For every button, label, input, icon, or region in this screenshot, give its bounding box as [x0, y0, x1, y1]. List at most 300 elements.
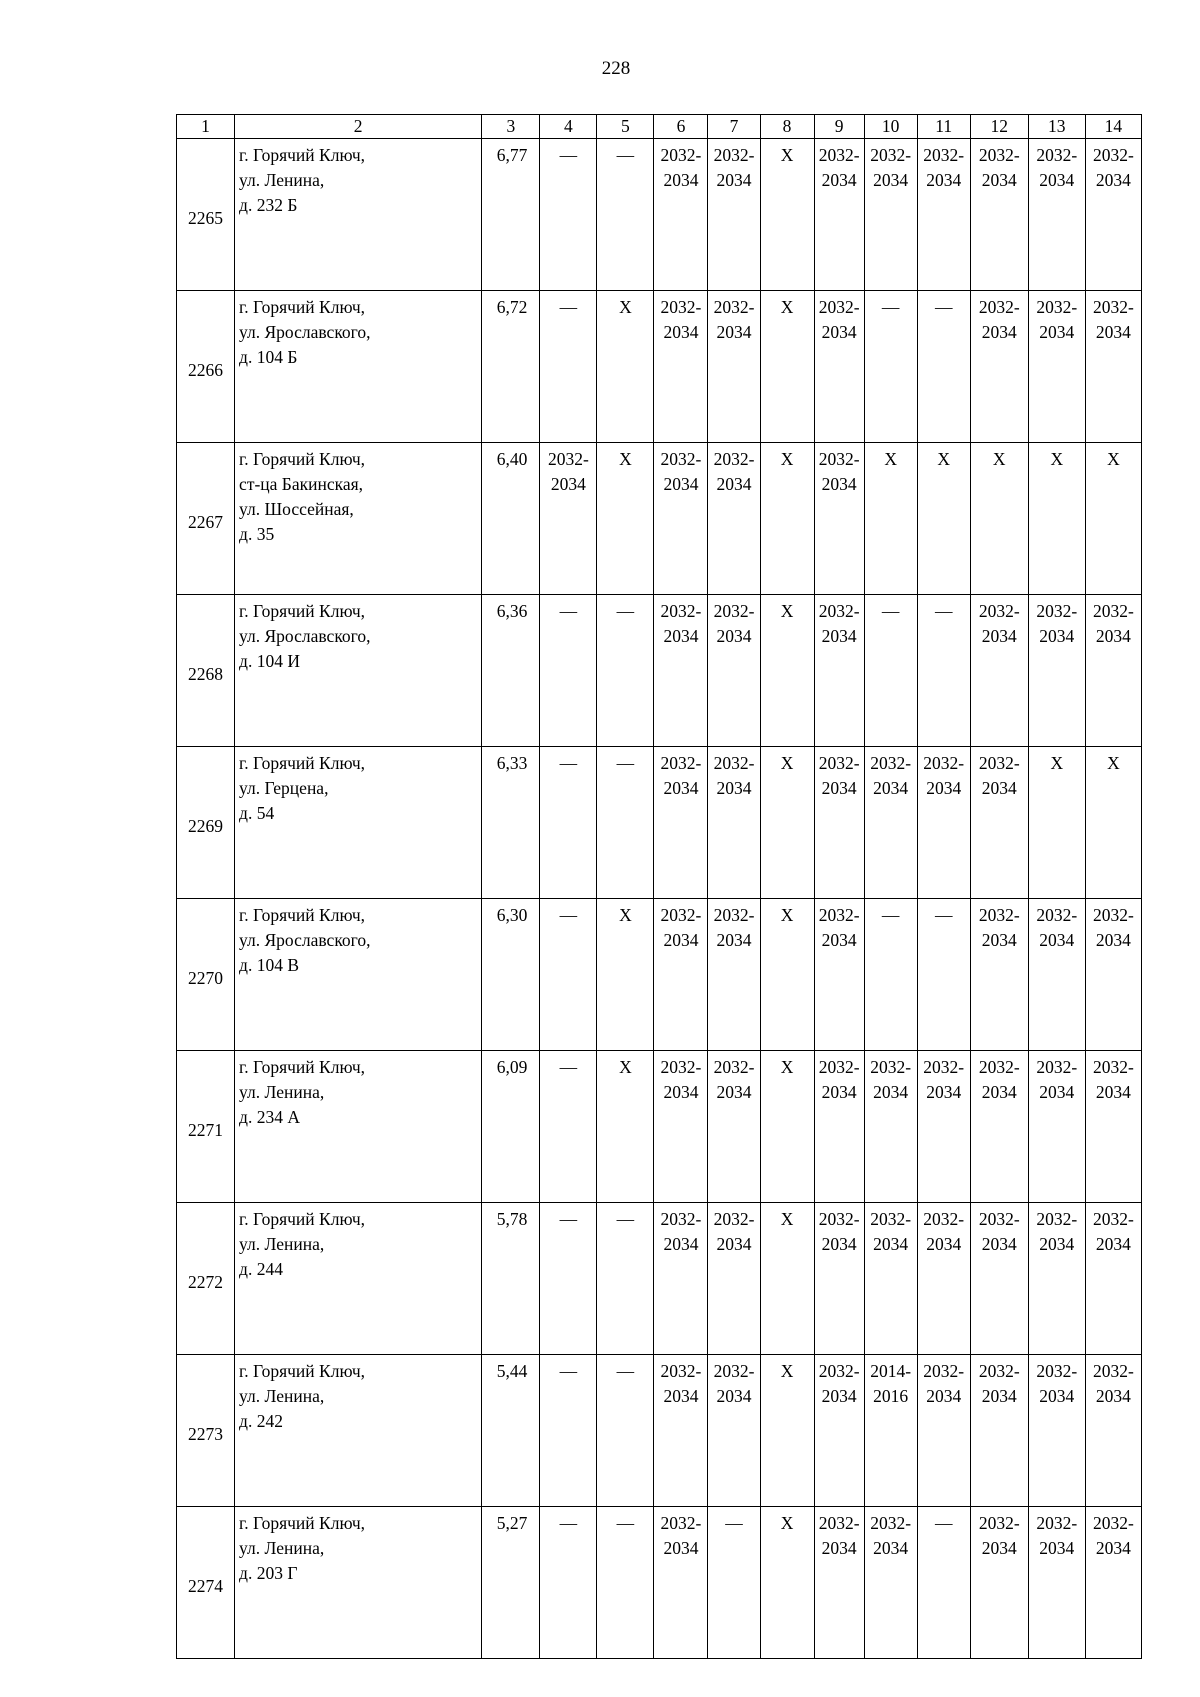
cell-text: 2032- 2034: [978, 297, 1020, 342]
table-row: [177, 1355, 1142, 1507]
cell-text: —: [559, 601, 578, 621]
row-number: 2265: [177, 139, 235, 291]
cell-text: —: [616, 1361, 635, 1381]
column-header-13: 13: [1028, 115, 1085, 139]
cell-text: 2032- 2034: [660, 601, 702, 646]
cell-text: Х: [780, 601, 794, 621]
value-cell-col6: [654, 1203, 708, 1355]
value-cell-col13: [1028, 139, 1085, 291]
value-cell-col11: [917, 139, 970, 291]
column-header-8: 8: [760, 115, 814, 139]
value-cell-col3: 5,78: [482, 1203, 540, 1355]
address-line: ул. Ярославского,: [239, 930, 371, 950]
cell-text: 2032- 2034: [1092, 1513, 1134, 1558]
value-cell-col11: [917, 1507, 970, 1659]
value-cell-col8: [760, 443, 814, 595]
column-header-10: 10: [864, 115, 917, 139]
cell-text: Х: [780, 297, 794, 317]
cell-text: 2032- 2034: [978, 905, 1020, 950]
value-cell-col13: [1028, 747, 1085, 899]
cell-text: 2032- 2034: [870, 145, 912, 190]
cell-text: 2032- 2034: [978, 601, 1020, 646]
value-cell-col5: [597, 899, 654, 1051]
value-cell-col13: [1028, 595, 1085, 747]
address-cell: [235, 1203, 482, 1355]
address-line: д. 104 В: [239, 955, 299, 975]
value-cell-col11: [917, 443, 970, 595]
column-header-3: 3: [482, 115, 540, 139]
value-cell-col12: [970, 1203, 1028, 1355]
cell-text: 2032- 2034: [818, 1057, 860, 1102]
column-header-1: 1: [177, 115, 235, 139]
cell-text: —: [559, 905, 578, 925]
cell-text: Х: [619, 905, 632, 925]
address-cell: [235, 1051, 482, 1203]
value-cell-col6: [654, 443, 708, 595]
cell-text: 2032- 2034: [818, 449, 860, 494]
table-body: [177, 115, 1142, 1659]
value-cell-col8: [760, 595, 814, 747]
row-number: 2271: [177, 1051, 235, 1203]
value-cell-col5: [597, 291, 654, 443]
cell-text: 2032- 2034: [1092, 1361, 1134, 1406]
column-header-2: 2: [235, 115, 482, 139]
address-line: ст-ца Бакинская,: [239, 474, 364, 494]
cell-text: —: [559, 1361, 578, 1381]
cell-text: 2032- 2034: [1036, 1057, 1078, 1102]
cell-text: 2032- 2034: [1036, 1513, 1078, 1558]
value-cell-col12: [970, 1355, 1028, 1507]
address-line: г. Горячий Ключ,: [239, 449, 366, 469]
cell-text: —: [559, 1057, 578, 1077]
column-header-14: 14: [1085, 115, 1141, 139]
address-cell: [235, 139, 482, 291]
cell-text: 2032- 2034: [660, 1361, 702, 1406]
cell-text: 2032- 2034: [1092, 905, 1134, 950]
table-row: [177, 291, 1142, 443]
value-cell-col14: [1085, 899, 1141, 1051]
value-cell-col10: [864, 1355, 917, 1507]
cell-text: 2032- 2034: [713, 1209, 755, 1254]
cell-text: 2014- 2016: [870, 1361, 912, 1406]
header-row: [177, 115, 1142, 139]
address-line: г. Горячий Ключ,: [239, 1209, 366, 1229]
cell-text: 2032- 2034: [923, 753, 965, 798]
cell-text: 2032- 2034: [870, 1057, 912, 1102]
cell-text: Х: [1050, 753, 1064, 773]
value-cell-col8: [760, 747, 814, 899]
cell-text: Х: [1050, 449, 1064, 469]
cell-text: Х: [937, 449, 951, 469]
row-number: 2268: [177, 595, 235, 747]
cell-text: —: [559, 297, 578, 317]
cell-text: 2032- 2034: [923, 145, 965, 190]
address-line: ул. Герцена,: [239, 778, 329, 798]
value-cell-col5: [597, 1051, 654, 1203]
cell-text: 2032- 2034: [1092, 1057, 1134, 1102]
value-cell-col9: [814, 291, 864, 443]
value-cell-col11: [917, 899, 970, 1051]
cell-text: 2032- 2034: [870, 753, 912, 798]
address-line: ул. Ярославского,: [239, 322, 371, 342]
cell-text: 2032- 2034: [923, 1057, 965, 1102]
value-cell-col8: [760, 139, 814, 291]
value-cell-col4: [540, 291, 597, 443]
value-cell-col8: [760, 899, 814, 1051]
cell-text: 2032- 2034: [1092, 145, 1134, 190]
value-cell-col14: [1085, 595, 1141, 747]
column-header-4: 4: [540, 115, 597, 139]
value-cell-col7: [708, 747, 760, 899]
column-header-7: 7: [708, 115, 760, 139]
value-cell-col12: [970, 1507, 1028, 1659]
value-cell-col4: [540, 747, 597, 899]
cell-text: 2032- 2034: [923, 1209, 965, 1254]
value-cell-col9: [814, 899, 864, 1051]
value-cell-col6: [654, 139, 708, 291]
value-cell-col7: [708, 291, 760, 443]
value-cell-col4: [540, 1507, 597, 1659]
value-cell-col9: [814, 443, 864, 595]
value-cell-col14: [1085, 1203, 1141, 1355]
cell-text: 2032- 2034: [547, 449, 589, 494]
value-cell-col11: [917, 1203, 970, 1355]
cell-text: —: [616, 601, 635, 621]
value-cell-col8: [760, 291, 814, 443]
value-cell-col4: [540, 595, 597, 747]
address-line: г. Горячий Ключ,: [239, 905, 366, 925]
value-cell-col7: [708, 1051, 760, 1203]
value-cell-col9: [814, 139, 864, 291]
address-line: ул. Ленина,: [239, 1234, 325, 1254]
address-line: д. 242: [239, 1411, 283, 1431]
cell-text: 2032- 2034: [1092, 601, 1134, 646]
value-cell-col4: [540, 139, 597, 291]
cell-text: 2032- 2034: [1036, 297, 1078, 342]
cell-text: —: [616, 145, 635, 165]
value-cell-col6: [654, 1051, 708, 1203]
value-cell-col4: [540, 443, 597, 595]
value-cell-col9: [814, 1051, 864, 1203]
value-cell-col13: [1028, 1507, 1085, 1659]
cell-text: —: [934, 297, 953, 317]
value-cell-col10: [864, 139, 917, 291]
value-cell-col7: [708, 1355, 760, 1507]
cell-text: 2032- 2034: [923, 1361, 965, 1406]
value-cell-col11: [917, 747, 970, 899]
value-cell-col7: [708, 443, 760, 595]
address-line: д. 203 Г: [239, 1563, 298, 1583]
value-cell-col12: [970, 899, 1028, 1051]
cell-text: —: [559, 145, 578, 165]
cell-text: Х: [1107, 449, 1120, 469]
cell-text: 2032- 2034: [978, 1513, 1020, 1558]
value-cell-col6: [654, 747, 708, 899]
value-cell-col5: [597, 1355, 654, 1507]
address-line: г. Горячий Ключ,: [239, 297, 366, 317]
row-number: 2269: [177, 747, 235, 899]
address-cell: [235, 899, 482, 1051]
column-header-12: 12: [970, 115, 1028, 139]
value-cell-col8: [760, 1203, 814, 1355]
address-line: г. Горячий Ключ,: [239, 1513, 366, 1533]
cell-text: 2032- 2034: [978, 1057, 1020, 1102]
value-cell-col6: [654, 1507, 708, 1659]
cell-text: —: [725, 1513, 743, 1533]
table-row: [177, 1203, 1142, 1355]
address-line: г. Горячий Ключ,: [239, 145, 366, 165]
value-cell-col13: [1028, 1051, 1085, 1203]
value-cell-col4: [540, 899, 597, 1051]
cell-text: 2032- 2034: [713, 601, 755, 646]
value-cell-col10: [864, 443, 917, 595]
address-cell: [235, 291, 482, 443]
cell-text: —: [616, 753, 635, 773]
page-number: 228: [601, 58, 631, 79]
cell-text: Х: [780, 449, 794, 469]
cell-text: 2032- 2034: [978, 145, 1020, 190]
cell-text: —: [934, 905, 953, 925]
row-number: 2266: [177, 291, 235, 443]
value-cell-col14: [1085, 747, 1141, 899]
value-cell-col7: [708, 899, 760, 1051]
cell-text: 2032- 2034: [818, 905, 860, 950]
address-line: д. 232 Б: [239, 195, 298, 215]
cell-text: 2032- 2034: [1036, 601, 1078, 646]
address-line: ул. Шоссейная,: [239, 499, 354, 519]
cell-text: 2032- 2034: [713, 905, 755, 950]
cell-text: Х: [780, 1209, 794, 1229]
cell-text: —: [881, 601, 900, 621]
address-line: д. 234 А: [239, 1107, 300, 1127]
row-number: 2274: [177, 1507, 235, 1659]
value-cell-col10: [864, 747, 917, 899]
cell-text: 2032- 2034: [1036, 1361, 1078, 1406]
cell-text: Х: [780, 753, 794, 773]
cell-text: 2032- 2034: [870, 1209, 912, 1254]
row-number: 2270: [177, 899, 235, 1051]
value-cell-col12: [970, 291, 1028, 443]
cell-text: 2032- 2034: [1036, 905, 1078, 950]
address-line: г. Горячий Ключ,: [239, 1057, 366, 1077]
cell-text: 2032- 2034: [1092, 1209, 1134, 1254]
value-cell-col3: 6,72: [482, 291, 540, 443]
value-cell-col3: 6,77: [482, 139, 540, 291]
value-cell-col9: [814, 747, 864, 899]
value-cell-col11: [917, 291, 970, 443]
value-cell-col3: 6,36: [482, 595, 540, 747]
value-cell-col10: [864, 595, 917, 747]
value-cell-col5: [597, 139, 654, 291]
value-cell-col5: [597, 1507, 654, 1659]
cell-text: 2032- 2034: [713, 449, 755, 494]
value-cell-col12: [970, 139, 1028, 291]
row-number: 2273: [177, 1355, 235, 1507]
cell-text: 2032- 2034: [660, 145, 702, 190]
value-cell-col6: [654, 899, 708, 1051]
value-cell-col5: [597, 595, 654, 747]
address-cell: [235, 443, 482, 595]
cell-text: Х: [619, 449, 632, 469]
schedule-table: [176, 114, 1142, 1659]
cell-text: 2032- 2034: [818, 753, 860, 798]
address-line: д. 54: [239, 803, 275, 823]
value-cell-col10: [864, 1507, 917, 1659]
cell-text: —: [881, 905, 900, 925]
cell-text: 2032- 2034: [978, 1209, 1020, 1254]
value-cell-col11: [917, 1355, 970, 1507]
column-header-5: 5: [597, 115, 654, 139]
cell-text: —: [559, 1209, 578, 1229]
cell-text: 2032- 2034: [660, 1057, 702, 1102]
cell-text: —: [616, 1513, 635, 1533]
value-cell-col7: [708, 595, 760, 747]
cell-text: Х: [619, 1057, 632, 1077]
value-cell-col14: [1085, 139, 1141, 291]
address-line: г. Горячий Ключ,: [239, 1361, 366, 1381]
value-cell-col14: [1085, 443, 1141, 595]
value-cell-col13: [1028, 899, 1085, 1051]
cell-text: 2032- 2034: [818, 297, 860, 342]
value-cell-col4: [540, 1051, 597, 1203]
cell-text: 2032- 2034: [713, 1057, 755, 1102]
address-line: ул. Ленина,: [239, 1386, 325, 1406]
value-cell-col8: [760, 1507, 814, 1659]
value-cell-col9: [814, 1355, 864, 1507]
value-cell-col7: [708, 1203, 760, 1355]
cell-text: Х: [780, 1513, 794, 1533]
cell-text: 2032- 2034: [978, 1361, 1020, 1406]
address-line: д. 244: [239, 1259, 283, 1279]
address-line: д. 35: [239, 524, 275, 544]
cell-text: —: [559, 753, 578, 773]
value-cell-col5: [597, 1203, 654, 1355]
cell-text: —: [881, 297, 900, 317]
value-cell-col3: 6,40: [482, 443, 540, 595]
value-cell-col10: [864, 899, 917, 1051]
address-line: ул. Ленина,: [239, 1082, 325, 1102]
cell-text: Х: [992, 449, 1006, 469]
table-row: [177, 443, 1142, 595]
value-cell-col7: [708, 1507, 760, 1659]
address-cell: [235, 595, 482, 747]
address-line: д. 104 Б: [239, 347, 298, 367]
cell-text: Х: [884, 449, 897, 469]
row-number: 2272: [177, 1203, 235, 1355]
value-cell-col6: [654, 1355, 708, 1507]
table-row: [177, 899, 1142, 1051]
cell-text: 2032- 2034: [713, 297, 755, 342]
value-cell-col13: [1028, 1203, 1085, 1355]
value-cell-col12: [970, 747, 1028, 899]
value-cell-col5: [597, 443, 654, 595]
cell-text: 2032- 2034: [818, 1513, 860, 1558]
cell-text: 2032- 2034: [818, 601, 860, 646]
cell-text: Х: [619, 297, 632, 317]
value-cell-col5: [597, 747, 654, 899]
value-cell-col8: [760, 1051, 814, 1203]
value-cell-col12: [970, 1051, 1028, 1203]
address-line: г. Горячий Ключ,: [239, 601, 366, 621]
cell-text: 2032- 2034: [713, 145, 755, 190]
cell-text: 2032- 2034: [1092, 297, 1134, 342]
column-header-6: 6: [654, 115, 708, 139]
value-cell-col13: [1028, 443, 1085, 595]
column-header-11: 11: [917, 115, 970, 139]
table-row: [177, 1051, 1142, 1203]
value-cell-col9: [814, 1203, 864, 1355]
value-cell-col6: [654, 291, 708, 443]
value-cell-col4: [540, 1355, 597, 1507]
value-cell-col3: 5,44: [482, 1355, 540, 1507]
address-line: ул. Ленина,: [239, 1538, 325, 1558]
table-row: [177, 595, 1142, 747]
value-cell-col14: [1085, 1355, 1141, 1507]
address-line: ул. Ленина,: [239, 170, 325, 190]
cell-text: 2032- 2034: [660, 449, 702, 494]
value-cell-col14: [1085, 1051, 1141, 1203]
cell-text: Х: [780, 145, 794, 165]
cell-text: 2032- 2034: [870, 1513, 912, 1558]
cell-text: 2032- 2034: [713, 1361, 755, 1406]
value-cell-col9: [814, 595, 864, 747]
value-cell-col6: [654, 595, 708, 747]
cell-text: Х: [1107, 753, 1120, 773]
cell-text: 2032- 2034: [660, 1513, 702, 1558]
value-cell-col3: 6,33: [482, 747, 540, 899]
value-cell-col12: [970, 443, 1028, 595]
row-number: 2267: [177, 443, 235, 595]
address-cell: [235, 1507, 482, 1659]
value-cell-col11: [917, 1051, 970, 1203]
table-row: [177, 747, 1142, 899]
value-cell-col9: [814, 1507, 864, 1659]
value-cell-col3: 6,30: [482, 899, 540, 1051]
value-cell-col3: 6,09: [482, 1051, 540, 1203]
value-cell-col10: [864, 291, 917, 443]
cell-text: —: [559, 1513, 578, 1533]
value-cell-col13: [1028, 1355, 1085, 1507]
value-cell-col7: [708, 139, 760, 291]
cell-text: 2032- 2034: [1036, 1209, 1078, 1254]
address-cell: [235, 747, 482, 899]
value-cell-col8: [760, 1355, 814, 1507]
value-cell-col14: [1085, 291, 1141, 443]
address-cell: [235, 1355, 482, 1507]
value-cell-col14: [1085, 1507, 1141, 1659]
value-cell-col10: [864, 1051, 917, 1203]
cell-text: Х: [780, 1361, 794, 1381]
table-row: [177, 1507, 1142, 1659]
cell-text: —: [934, 1513, 953, 1533]
cell-text: Х: [780, 905, 794, 925]
value-cell-col13: [1028, 291, 1085, 443]
cell-text: 2032- 2034: [660, 753, 702, 798]
cell-text: 2032- 2034: [660, 1209, 702, 1254]
cell-text: Х: [780, 1057, 794, 1077]
cell-text: —: [616, 1209, 635, 1229]
cell-text: 2032- 2034: [1036, 145, 1078, 190]
value-cell-col12: [970, 595, 1028, 747]
address-line: г. Горячий Ключ,: [239, 753, 366, 773]
cell-text: 2032- 2034: [818, 1209, 860, 1254]
value-cell-col10: [864, 1203, 917, 1355]
address-line: д. 104 И: [239, 651, 300, 671]
value-cell-col3: 5,27: [482, 1507, 540, 1659]
cell-text: 2032- 2034: [713, 753, 755, 798]
column-header-9: 9: [814, 115, 864, 139]
value-cell-col11: [917, 595, 970, 747]
